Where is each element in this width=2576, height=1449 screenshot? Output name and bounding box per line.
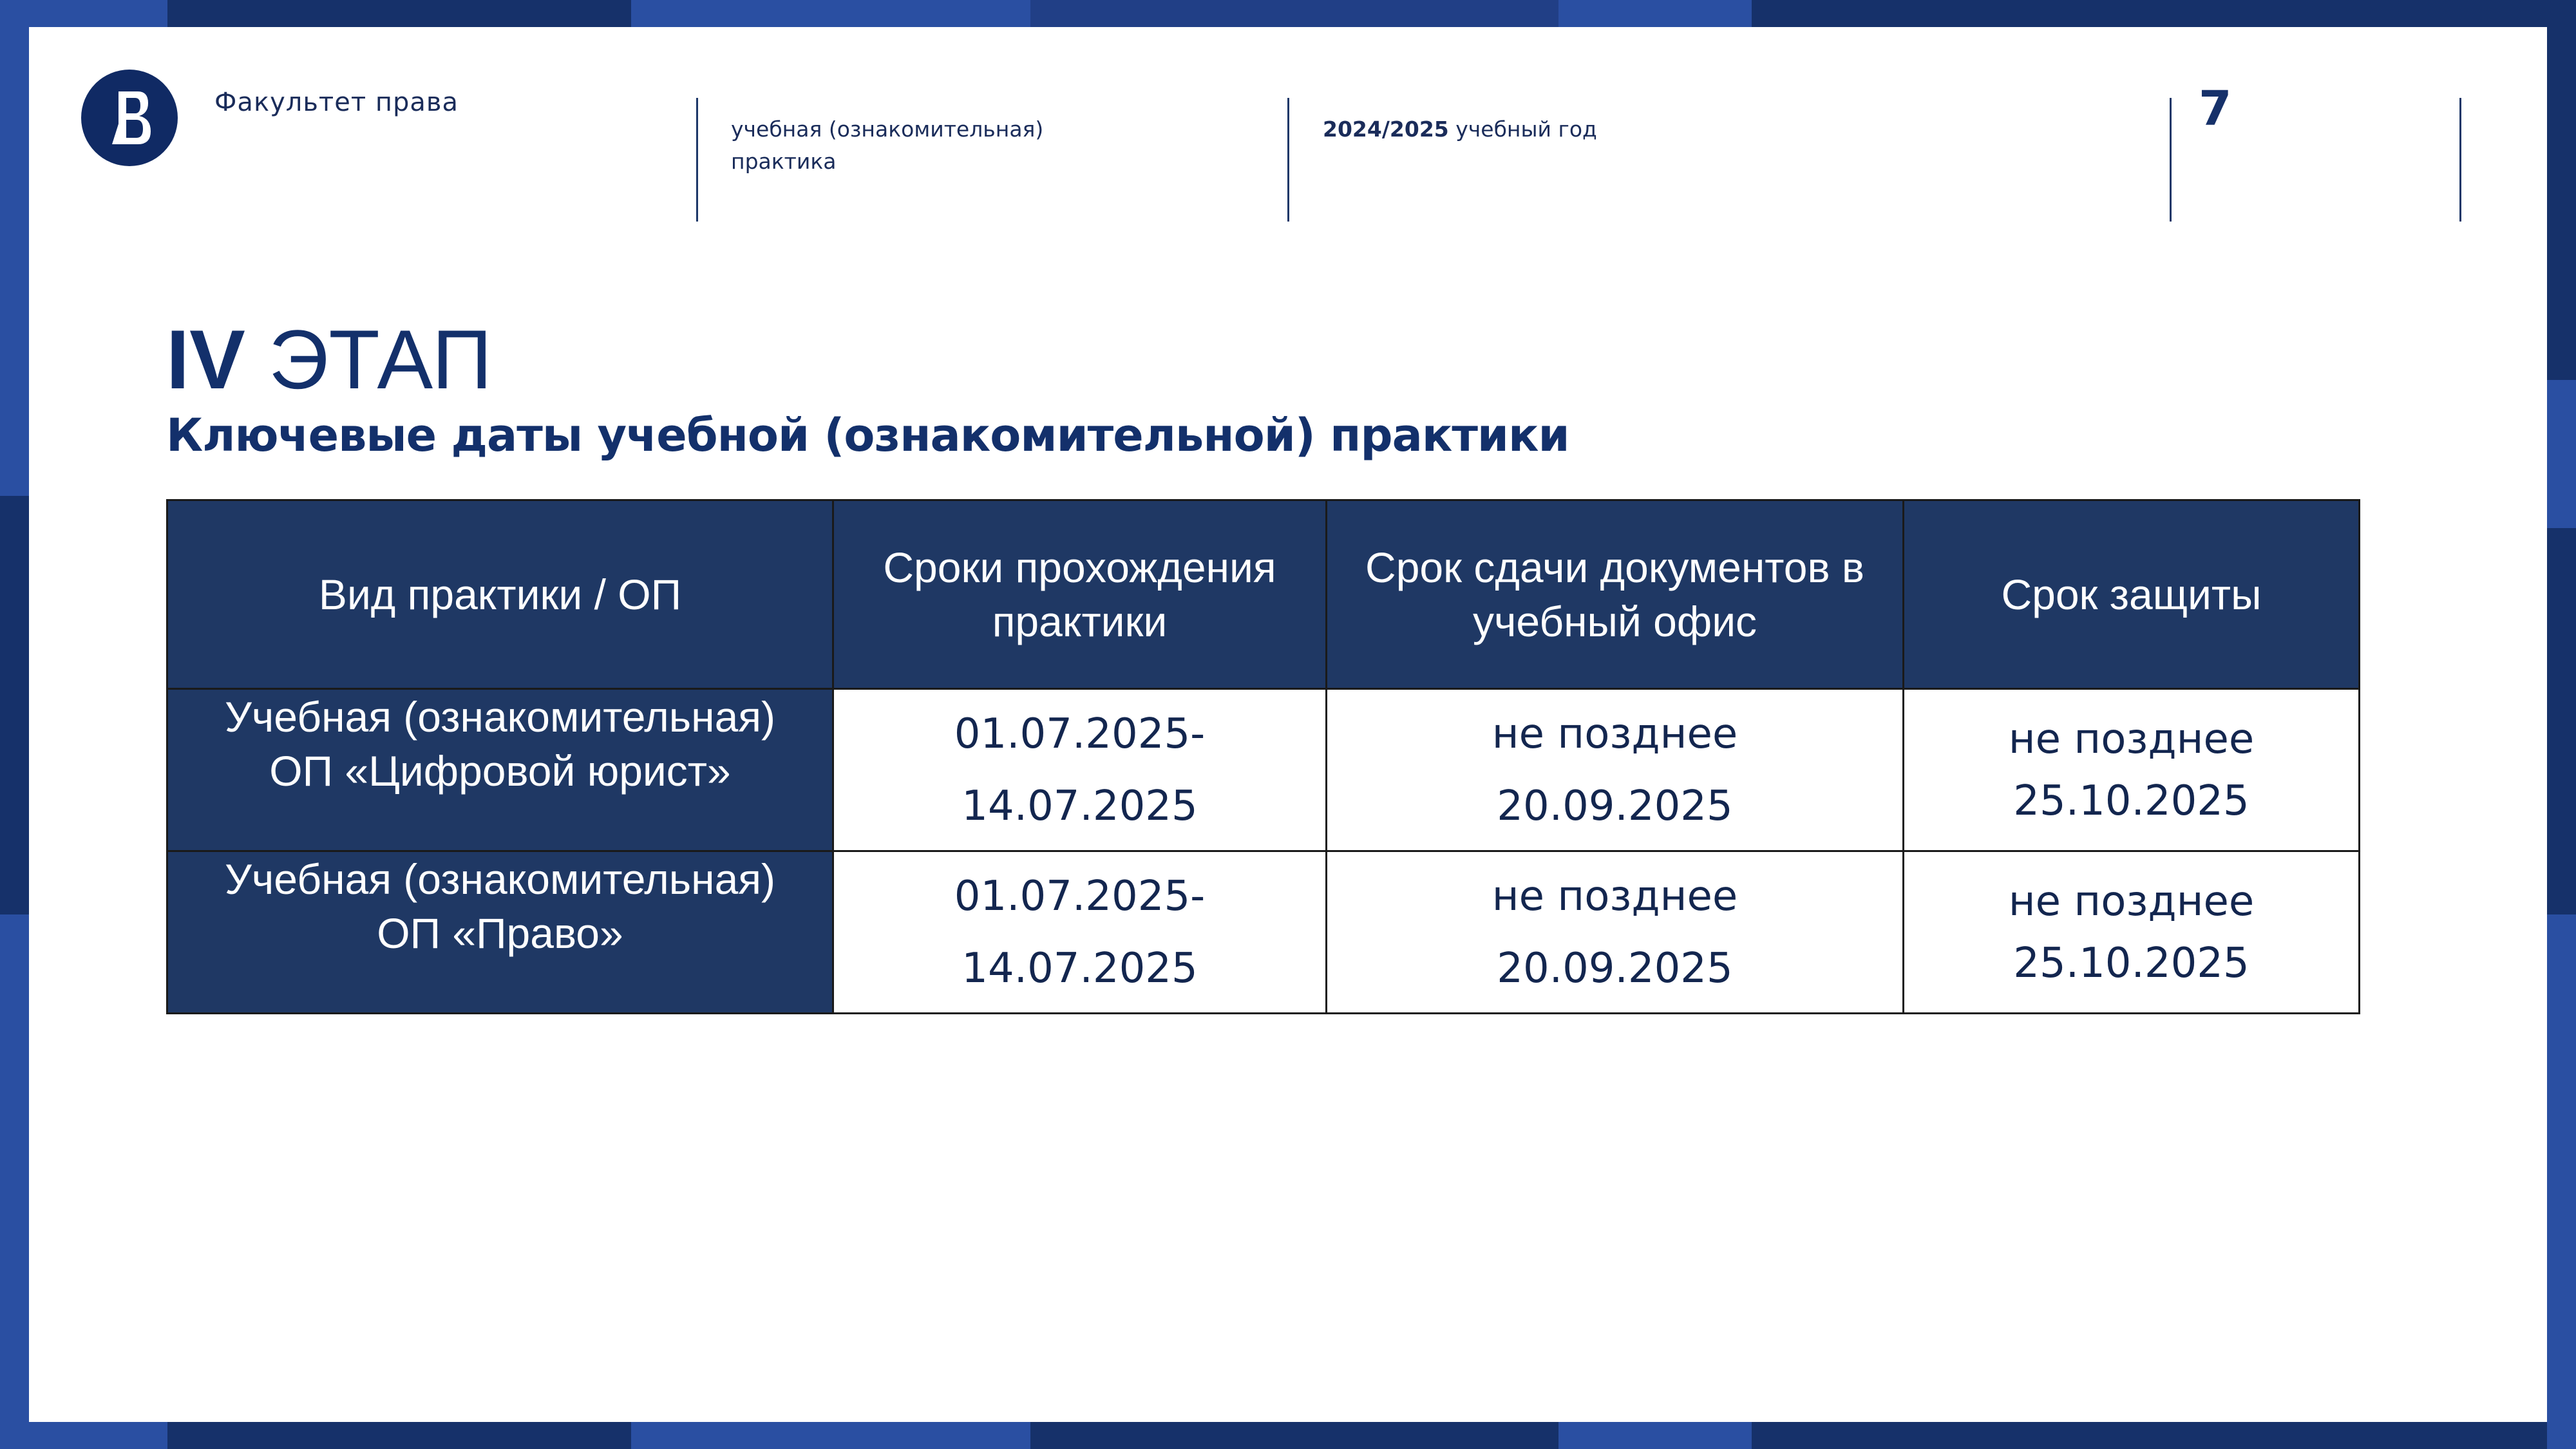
column-header: Вид практики / ОП <box>167 500 833 689</box>
docs-deadline-label: не позднее <box>1492 710 1738 758</box>
key-dates-table <box>166 499 2360 1014</box>
docs-deadline-date: 20.09.2025 <box>1497 782 1733 830</box>
docs-deadline-date: 20.09.2025 <box>1497 944 1733 992</box>
period-cell: 01.07.2025-14.07.2025 <box>833 851 1327 1014</box>
period-cell: 01.07.2025-14.07.2025 <box>833 689 1327 851</box>
hse-logo-icon <box>81 70 178 166</box>
academic-year-bold: 2024/2025 <box>1323 117 1449 142</box>
table-header-row <box>167 500 2360 689</box>
table-row <box>167 851 2360 1014</box>
header-divider <box>2459 98 2461 222</box>
defense-deadline-date: 25.10.2025 <box>2013 777 2249 825</box>
faculty-name: Факультет права <box>214 88 459 117</box>
op-type: Учебная (ознакомительная) <box>224 693 775 741</box>
academic-year <box>1323 113 1597 146</box>
stage-roman: IV <box>166 312 245 406</box>
stage-title <box>166 308 492 411</box>
defense-deadline-date: 25.10.2025 <box>2013 939 2249 987</box>
column-header: Срок защиты <box>1904 500 2360 689</box>
op-type: Учебная (ознакомительная) <box>224 855 775 903</box>
column-header: Сроки прохождения практики <box>833 500 1327 689</box>
practice-type-line1: учебная (ознакомительная) <box>731 117 1044 142</box>
header-divider <box>696 98 698 222</box>
practice-type <box>731 113 1043 178</box>
docs-deadline-cell <box>1327 851 1904 1014</box>
defense-deadline-label: не позднее <box>2008 877 2255 925</box>
defense-deadline-cell <box>1904 851 2360 1014</box>
practice-type-cell <box>167 851 833 1014</box>
op-name: ОП «Цифровой юрист» <box>269 747 731 795</box>
header-divider <box>1287 98 1289 222</box>
defense-deadline-label: не позднее <box>2008 715 2255 763</box>
defense-deadline-cell <box>1904 689 2360 851</box>
academic-year-rest: учебный год <box>1448 117 1597 142</box>
docs-deadline-cell <box>1327 689 1904 851</box>
op-name: ОП «Право» <box>377 909 623 957</box>
subtitle: Ключевые даты учебной (ознакомительной) практики <box>166 409 1569 462</box>
practice-type-line2: практика <box>731 149 837 174</box>
table-row <box>167 689 2360 851</box>
header-divider <box>2170 98 2172 222</box>
practice-type-cell <box>167 689 833 851</box>
docs-deadline-label: не позднее <box>1492 872 1738 920</box>
column-header: Срок сдачи документов в учебный офис <box>1327 500 1904 689</box>
stage-word: ЭТАП <box>245 312 493 406</box>
page-number: 7 <box>2199 81 2232 137</box>
